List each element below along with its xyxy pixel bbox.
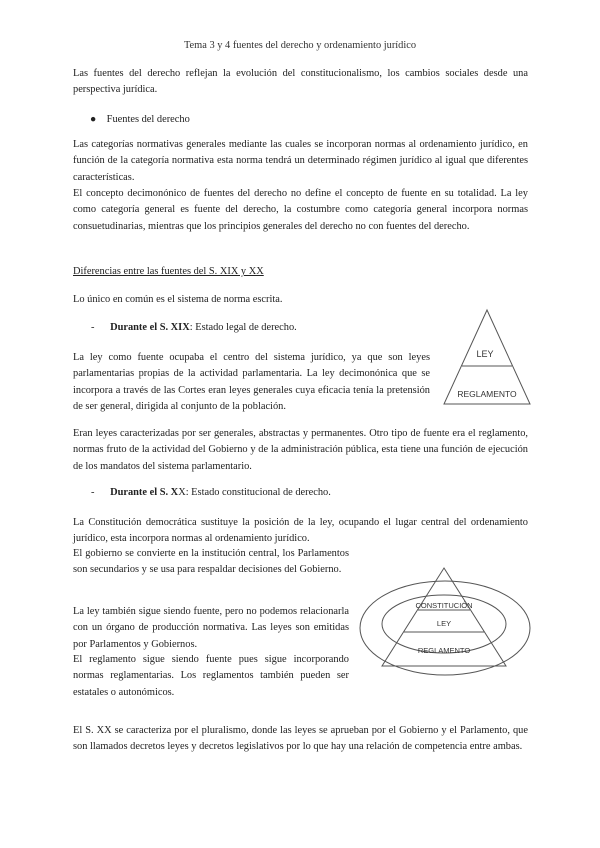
paragraph-concepto: El concepto decimonónico de fuentes del derecho no define el concepto de fuente en su totalidad. La ley como categoría general es fuente del derecho, la costumbre como categoría general incorpora normas consuetudinarias, mientras que los principios generales del derecho no con fuentes del derecho. — [73, 188, 528, 232]
paragraph-pluralismo: El S. XX se caracteriza por el pluralismo, donde las leyes se aprueban por el Gobierno y el Parlamento, que son llamados decretos leyes y decretos legislativos por lo que hay una relación de competencia entre ambas. — [73, 725, 528, 753]
paragraph-ley-xx: La ley también sigue siendo fuente, pero no podemos relacionarla con un órgano de producción normativa. Las leyes son emitidas por Parlamentos y Gobiernos. — [73, 606, 349, 650]
section-subtitle-xx: X: Estado constitucional de derecho. — [178, 487, 331, 498]
paragraph-reglamento-xx: El reglamento sigue siendo fuente pues sigue incorporando normas reglamentarias. Los reglamentos también pueden ser estatales o autonómicos. — [73, 654, 349, 698]
diagram-label-reglamento: REGLAMENTO — [457, 389, 517, 399]
diagram-label-constitucion: CONSTITUCIÓN — [415, 601, 473, 610]
intro-paragraph: Las fuentes del derecho reflejan la evolución del constitucionalismo, los cambios sociales desde una perspectiva jurídica. — [73, 68, 528, 96]
diagram-ley-reglamento — [440, 302, 535, 412]
paragraph-ley-xix: La ley como fuente ocupaba el centro del sistema jurídico, ya que son leyes parlamentarias propias de la actividad parlamentaria. La ley decimonónica que se incorpora a través de las Cortes eran leyes generales cuya eficacia tenía la pretensión de ser general, dirigida al conjunto de la población. — [73, 352, 430, 413]
page-header: Tema 3 y 4 fuentes del derecho y ordenamiento jurídico — [183, 40, 417, 51]
section-subtitle-xix: : Estado legal de derecho. — [189, 322, 297, 333]
section-heading-xx — [91, 485, 431, 501]
diagram-constitucion-ley-reglamento — [358, 560, 533, 680]
diagram-label-reglamento: REGLAMENTO — [417, 646, 471, 655]
section-title-xx: Durante el S. X — [110, 487, 179, 498]
section-title-xix: Durante el S. XIX — [110, 322, 190, 333]
paragraph-categorias: Las categorías normativas generales mediante las cuales se incorporan normas al ordenamiento jurídico, en función de la categoría normativa esta norma tendrá un determinado régimen jurídico al igual que diferentes características. — [73, 139, 528, 183]
diagram-label-ley: LEY — [436, 619, 452, 628]
bullet-label: Fuentes del derecho — [106, 114, 190, 125]
paragraph-comun: Lo único en común es el sistema de norma escrita. — [73, 294, 283, 305]
diagram-label-ley: LEY — [476, 349, 494, 359]
dash: - — [91, 487, 95, 498]
paragraph-caracteristicas-xix: Eran leyes caracterizadas por ser generales, abstractas y permanentes. Otro tipo de fuente era el reglamento, normas fruto de la actividad del Gobierno y de la administración pública, esta tiene una función de ejecución de los mandatos del sistema parlamentario. — [73, 428, 528, 472]
dash: - — [91, 322, 95, 333]
heading-diferencias: Diferencias entre las fuentes del S. XIX y XX — [73, 266, 264, 277]
bullet-dot: ● — [90, 114, 97, 125]
section-heading-xix — [91, 320, 431, 336]
paragraph-gobierno: El gobierno se convierte en la institución central, los Parlamentos son secundarios y se usa para respaldar decisiones del Gobierno. — [73, 548, 349, 576]
paragraph-constitucion: La Constitución democrática sustituye la posición de la ley, ocupando el lugar central del ordenamiento jurídico, esta incorpora normas al ordenamiento jurídico. — [73, 517, 528, 545]
bullet-item — [90, 112, 390, 128]
